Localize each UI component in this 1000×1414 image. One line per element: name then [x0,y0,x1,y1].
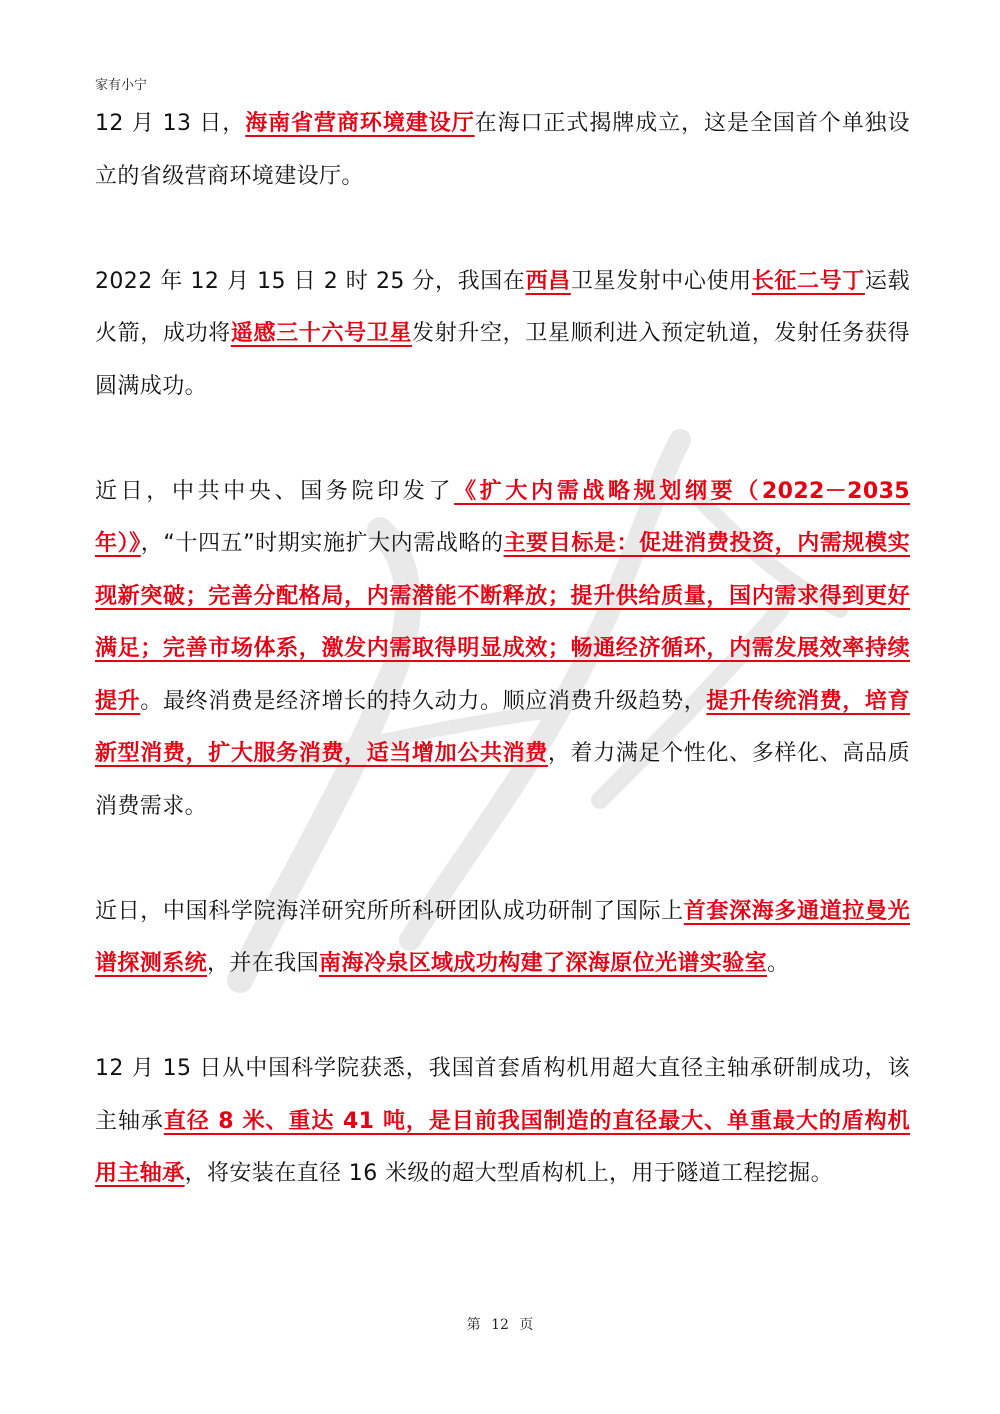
body-text: ，“十四五”时期实施扩大内需战略的 [140,531,504,556]
highlighted-text: 长征二号丁 [751,268,865,294]
paragraph-2 [95,256,910,414]
page-number: 12 [491,1317,509,1333]
highlighted-text: 直径 8 米、重达 41 吨，是目前我国制造的直径最大、单重最大的盾构机用主轴承 [95,1108,911,1186]
paragraph-1 [95,98,910,203]
body-text: 运载火箭，成功将 [95,268,910,346]
page-footer [0,1314,1000,1334]
highlighted-text: 首套深海多通道拉曼光谱探测系统 [95,898,910,976]
body-text: ，并在我国 [207,951,320,976]
highlighted-text: 《扩大内需战略规划纲要（2022－2035 年）》 [95,478,910,556]
document-body [95,98,910,1253]
body-text: ，着力满足个性化、多样化、高品质消费需求。 [95,741,910,819]
body-text: 发射升空，卫星顺利进入预定轨道，发射任务获得圆满成功。 [95,321,910,399]
highlighted-text: 提升传统消费，培育新型消费，扩大服务消费，适当增加公共消费 [95,688,910,766]
body-text: 。最终消费是经济增长的持久动力。顺应消费升级趋势， [140,688,707,714]
body-text: 。 [767,951,790,976]
highlighted-text: 海南省营商环境建设厅 [245,111,475,136]
page-label-suffix: 页 [519,1317,534,1333]
body-text: 卫星发射中心使用 [570,268,752,294]
body-text: ，将安装在直径 16 米级的超大型盾构机上，用于隧道工程挖掘。 [184,1161,833,1186]
highlighted-text: 西昌 [525,268,571,294]
body-text: 在海口正式揭牌成立，这是全国首个单独设立的省级营商环境建设厅。 [95,111,910,189]
highlighted-text: 遥感三十六号卫星 [230,321,413,346]
body-text: 12 月 13 日， [95,111,246,136]
body-text: 2022 年 12 月 15 日 2 时 25 分，我国在 [95,268,526,294]
highlighted-text: 南海冷泉区域成功构建了深海原位光谱实验室 [319,951,768,976]
paragraph-5 [95,1043,910,1201]
page-label-prefix: 第 [466,1317,481,1333]
paragraph-3 [95,466,910,834]
page-header-brand: 家有小宁 [95,78,148,93]
body-text: 近日，中国科学院海洋研究所所科研团队成功研制了国际上 [95,898,684,924]
body-text: 近日，中共中央、国务院印发了 [95,478,455,504]
paragraph-4 [95,886,910,991]
highlighted-text: 主要目标是：促进消费投资，内需规模实现新突破；完善分配格局，内需潜能不断释放；提升供给质量，国内需求得到更好满足；完善市场体系，激发内需取得明显成效；畅通经济循环，内需发展效率持续提升 [95,531,911,714]
body-text: 12 月 15 日从中国科学院获悉，我国首套盾构机用超大直径主轴承研制成功，该主轴承 [95,1056,910,1134]
